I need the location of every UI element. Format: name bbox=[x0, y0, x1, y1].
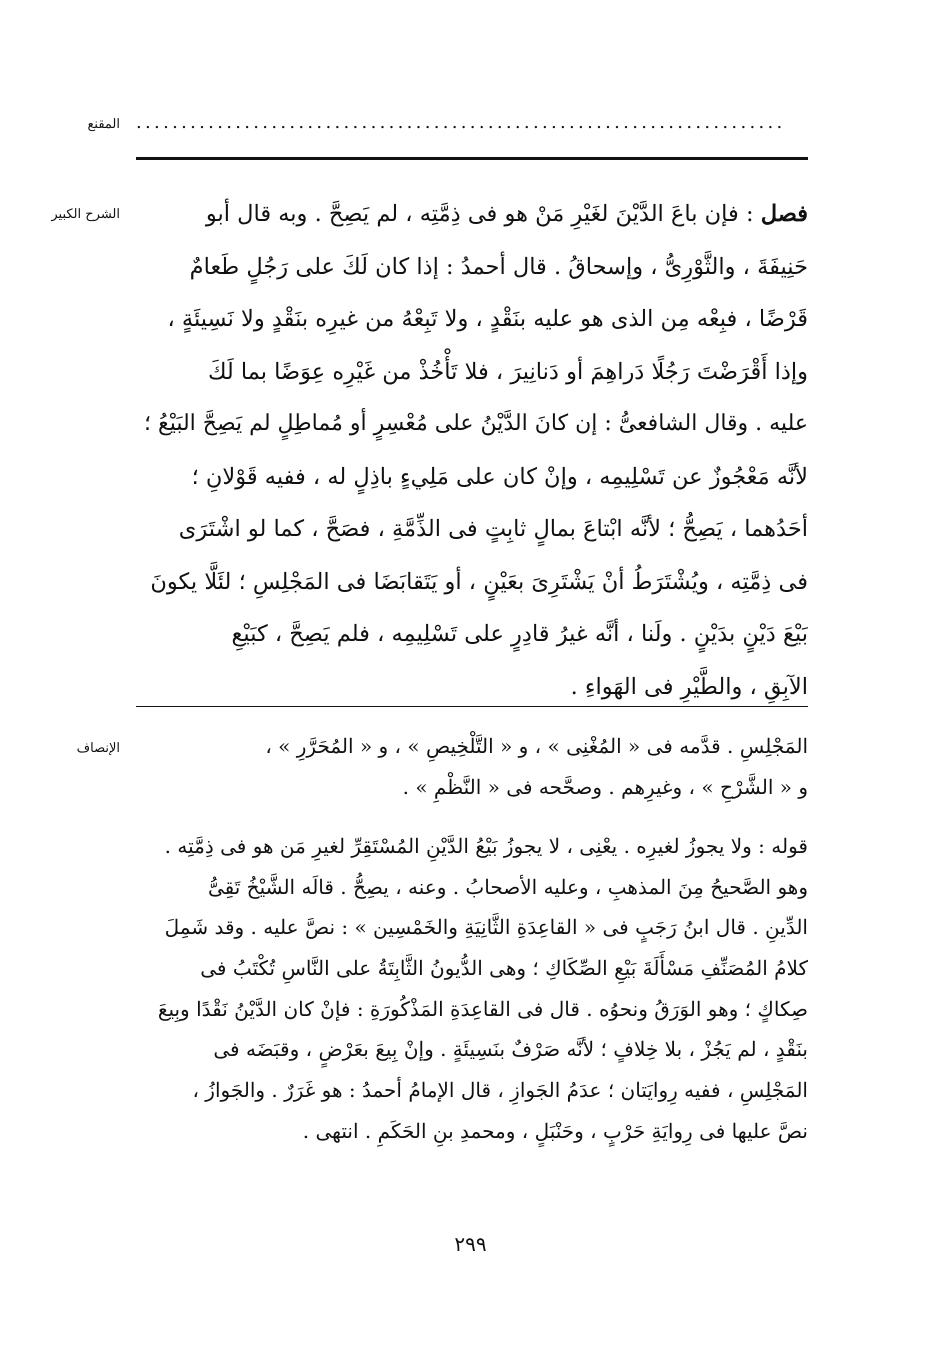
insaf-line: وهو الصَّحيحُ مِنَ المذهبِ ، وعليه الأصحابُ . وعنه ، يصِحُّ . قالَه الشَّيْخُ تَقِىُّ bbox=[207, 874, 808, 899]
insaf-line: المَجْلِسِ . قدَّمه فى « المُغْنِى » ، و « التَّلْخِيصِ » ، و « المُحَرَّرِ » ، bbox=[265, 734, 808, 758]
sharh-line: وإذا أَقْرَضْتَ رَجُلًا دَراهِمَ أو دَنانِيرَ ، فلا تَأْخُذْ من غَيْرِه عِوَضًا بما لَكَ bbox=[207, 358, 808, 385]
sharh-line: حَنِيفَةَ ، والثَّوْرِىُّ ، وإسحاقُ . قال أحمدُ : إذا كان لَكَ على رَجُلٍ طَعامٌ bbox=[189, 253, 808, 280]
insaf-line: نصَّ عليها فى رِوايَةِ حَرْبٍ ، وحَنْبَلٍ ، ومحمدِ بنِ الحَكَمِ . انتهى . bbox=[302, 1118, 808, 1143]
fasl-heading: فصل bbox=[760, 201, 808, 227]
insaf-line: قوله : ولا يجوزُ لغيرِه . يعْنِى ، لا يجوزُ بَيْعُ الدَّيْنِ المُسْتَقِرِّ لغيرِ مَن هو فى ذِمَّتِه . bbox=[164, 834, 808, 858]
side-label-sharh: الشرح الكبير bbox=[51, 207, 120, 222]
sharh-line: أحَدُهما ، يَصِحُّ ؛ لأنَّه ابْتاعَ بمالٍ ثابِتٍ فى الذِّمَّةِ ، فصَحَّ ، كما لو اشْتَرَى bbox=[178, 516, 808, 542]
sharh-line: الآبِقِ ، والطَّيْرِ فى الهَواءِ . bbox=[570, 673, 808, 700]
insaf-paragraph-2 bbox=[136, 826, 808, 1152]
running-header-title: المقنع bbox=[87, 117, 120, 132]
sharh-line: فصل : فإن باعَ الدَّيْنَ لغَيْرِ مَنْ هو فى ذِمَّتِه ، لم يَصِحَّ . وبه قال أبو bbox=[205, 201, 808, 227]
sharh-line: قَرْضًا ، فبِعْه مِن الذى هو عليه بنَقْدٍ ، ولا تَبِعْهُ من غيرِه بنَقْدٍ ولا نَسِيئَةٍ ، bbox=[167, 306, 808, 332]
insaf-line: و « الشَّرْحِ » ، وغيرِهم . وصحَّحه فى « النَّظْمِ » . bbox=[402, 774, 808, 799]
insaf-line: كلامُ المُصَنِّفِ مَسْأَلَةَ بَيْعِ الصِّكَاكِ ؛ وهى الدُّيونُ الثَّابِتَةُ على النَّاسِ تُكْتَبُ فى bbox=[200, 956, 808, 981]
side-label-insaf: الإنصاف bbox=[76, 741, 120, 756]
sharh-line: فى ذِمَّتِه ، ويُشْتَرَطُ أنْ يَشْتَرِىَ بعَيْنٍ ، أو يَتَقابَضَا فى المَجْلِسِ ؛ لئَلَّا يكونَ bbox=[150, 568, 808, 595]
section-divider bbox=[136, 706, 808, 707]
header-rule bbox=[136, 157, 808, 160]
sharh-text-block bbox=[136, 188, 808, 713]
sharh-line: لأنَّه مَعْجُوزٌ عن تَسْلِيمِه ، وإنْ كان على مَلِيءٍ باذِلٍ له ، ففيه قَوْلانِ ؛ bbox=[191, 463, 808, 490]
sharh-line: بَيْعَ دَيْنٍ بدَيْنٍ . ولَنا ، أنَّه غيرُ قادِرٍ على تَسْلِيمِه ، فلم يَصِحَّ ، كبَيْعِ bbox=[231, 621, 808, 647]
header-dotted-leader: ........................................................................ bbox=[136, 112, 786, 133]
insaf-line: بنَقْدٍ ، لم يَجُزْ ، بلا خِلافٍ ؛ لأنَّه صَرْفٌ بنَسِيئَةٍ . وإنْ بِيعَ بعَرْضٍ ، وقبَضَه فى bbox=[213, 1037, 808, 1062]
insaf-paragraph-1 bbox=[136, 726, 808, 807]
insaf-line: صِكاكٍ ؛ وهو الوَرَقُ ونحوُه . قال فى القاعِدَةِ المَذْكُورَةِ : فإنْ كان الدَّيْنُ نَقْدًا وبِيعَ bbox=[157, 996, 808, 1021]
insaf-line: الدِّينِ . قال ابنُ رَجَبٍ فى « القاعِدَةِ الثَّانِيَةِ والخَمْسِين » : نصَّ عليه . وقد شَمِلَ bbox=[164, 915, 808, 940]
page-number: ٢٩٩ bbox=[454, 1232, 487, 1256]
insaf-line: المَجْلِسِ ، ففيه رِوايَتان ؛ عدَمُ الجَوازِ ، قال الإمامُ أحمدُ : هو غَرَرٌ . والجَوازُ ، bbox=[192, 1078, 808, 1103]
sharh-line: عليه . وقال الشافعىُّ : إن كانَ الدَّيْنُ على مُعْسِرٍ أو مُماطِلٍ لم يَصِحَّ البَيْعُ ؛ bbox=[144, 411, 808, 436]
